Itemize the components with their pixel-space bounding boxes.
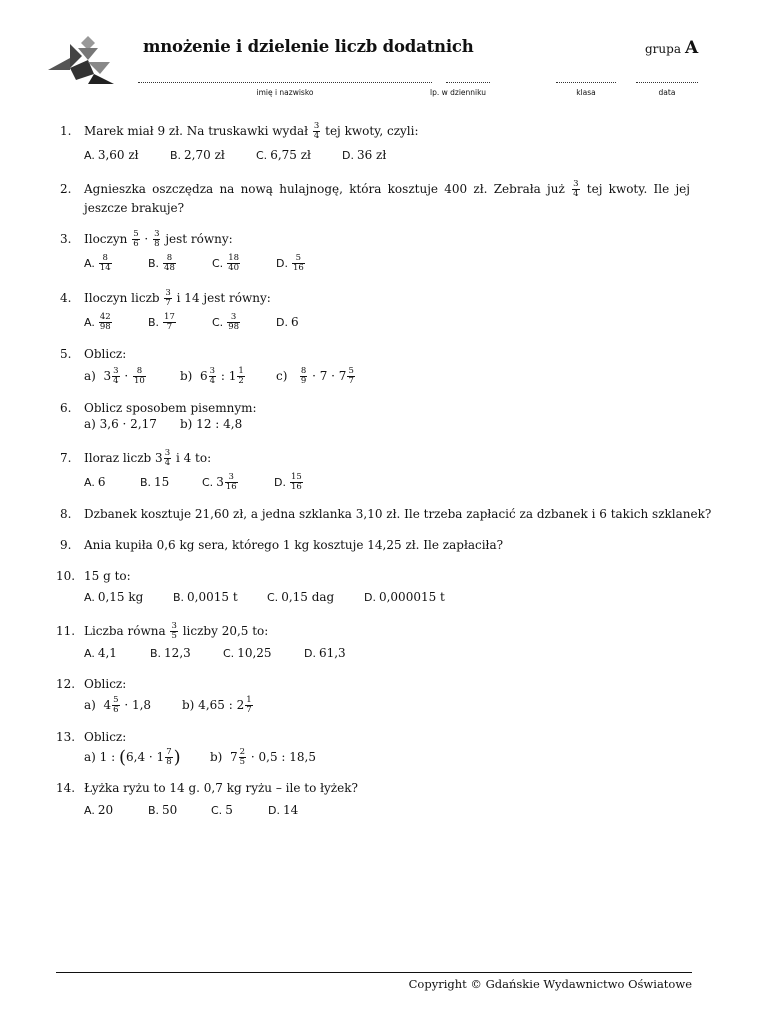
date-field[interactable]: data xyxy=(636,76,698,97)
copyright-footer: Copyright © Gdańskie Wydawnictwo Oświatowe xyxy=(408,977,692,991)
name-field[interactable]: imię i nazwisko xyxy=(138,76,432,97)
question-3-options: A. $\frac{8}{14}$ B. $\frac{8}{48}$ C. $\frac{18}{40}$ D. $\frac{5}{16}$ xyxy=(84,253,304,273)
question-6-parts: a) 3,6 · 2,17 b) 12 : 4,8 xyxy=(84,417,243,431)
question-7-options: A. 6 B. 15 C. 3 $\frac{3}{16}$ D. $\frac{15}{16}$ xyxy=(84,472,302,492)
question-10-options: A. 0,15 kg B. 0,0015 t C. 0,15 dag D. 0,000015 t xyxy=(84,590,445,604)
fraction: $\frac{3}{4}$ xyxy=(313,121,320,141)
group-label: grupa A xyxy=(645,38,699,58)
worksheet-title: mnożenie i dzielenie liczb dodatnich xyxy=(143,37,474,56)
question-4-options: A. $\frac{42}{98}$ B. $\frac{17}{7}$ C. $\frac{3}{98}$ D. 6 xyxy=(84,312,299,332)
question-1-options: A. 3,60 zł B. 2,70 zł C. 6,75 zł D. 36 zł xyxy=(84,148,387,162)
class-number-field[interactable]: lp. w dzienniku xyxy=(446,76,490,97)
question-14-options: A. 20 B. 50 C. 5 D. 14 xyxy=(84,803,299,817)
footer-divider xyxy=(56,972,692,973)
group-value: A xyxy=(684,38,699,58)
question-12-parts: a) 4 $\frac{5}{6}$ · 1,8 b) 4,65 : 2 $\frac{1}{7}$ xyxy=(84,695,252,715)
publisher-logo-icon xyxy=(48,34,114,88)
question-11-options: A. 4,1 B. 12,3 C. 10,25 D. 61,3 xyxy=(84,646,346,660)
class-field[interactable]: klasa xyxy=(556,76,616,97)
question-13-parts: a) 1 : (6,4 · 1 $\frac{7}{8}$ ) b) 7 $\frac{2}{5}$ · 0,5 : 18,5 xyxy=(84,747,316,768)
question-5-parts: a) 3 $\frac{3}{4}$ · $\frac{8}{10}$ b) 6 $\frac{3}{4}$ : 1 $\frac{1}{2}$ c) $\frac{8}{9}$ · 7 · 7 $\frac{5}{7}$ xyxy=(84,366,354,386)
